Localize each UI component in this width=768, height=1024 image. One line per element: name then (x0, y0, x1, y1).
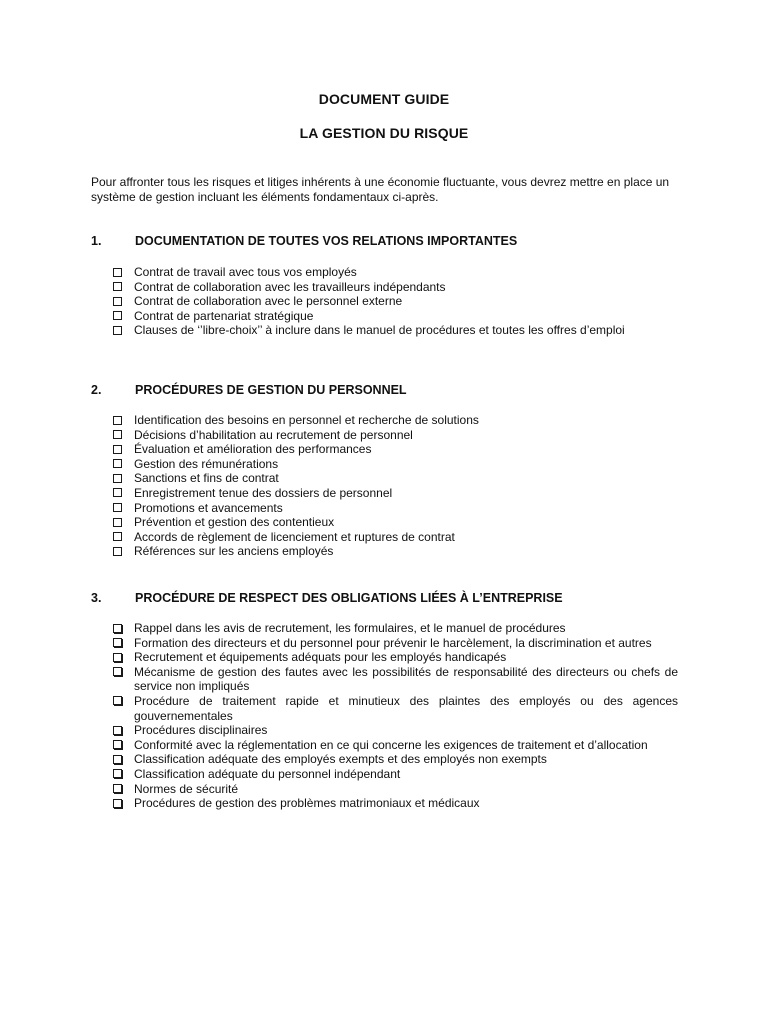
checkbox-icon (113, 297, 122, 306)
checkbox-icon (113, 268, 122, 277)
section-title-3: PROCÉDURE DE RESPECT DES OBLIGATIONS LIÉES À L’ENTREPRISE (135, 591, 563, 605)
list-item (113, 530, 678, 545)
list-item-text: Décisions d’habilitation au recrutement de personnel (134, 427, 413, 442)
list-item (113, 650, 678, 665)
list-item (113, 544, 678, 559)
section-1-list (113, 265, 678, 338)
list-item-text: Classification adéquate du personnel indépendant (134, 766, 401, 781)
checkbox-icon (113, 474, 122, 483)
checkbox-icon (113, 696, 122, 705)
list-item (113, 457, 678, 472)
checkbox-icon (113, 653, 122, 662)
section-title-1: DOCUMENTATION DE TOUTES VOS RELATIONS IMPORTANTES (135, 234, 518, 248)
checkbox-icon (113, 311, 122, 320)
list-item-text: Conformité avec la réglementation en ce qui concerne les exigences de traitement et d’allocation (134, 737, 648, 752)
checkbox-icon (113, 532, 122, 541)
section-heading-2 (91, 383, 407, 398)
list-item-text: Prévention et gestion des contentieux (134, 515, 335, 530)
checkbox-icon (113, 416, 122, 425)
list-item-text: Procédure de traitement rapide et minutieux des plaintes des employés ou des agences gouvernementales (134, 693, 678, 723)
section-3-list (113, 621, 678, 811)
list-item (113, 486, 678, 501)
document-subtitle: LA GESTION DU RISQUE (299, 125, 469, 141)
checkbox-icon (113, 624, 122, 633)
list-item (113, 501, 678, 516)
checkbox-icon (113, 430, 122, 439)
checkbox-icon (113, 326, 122, 335)
section-2-list (113, 413, 678, 559)
list-item (113, 752, 678, 767)
list-item-text: Mécanisme de gestion des fautes avec les possibilités de responsabilité des directeurs ou chefs de service non impliqués (134, 664, 678, 694)
list-item-text: Procédures disciplinaires (134, 723, 268, 738)
list-item (113, 782, 678, 797)
checkbox-icon (113, 667, 122, 676)
list-item-text: Contrat de travail avec tous vos employés (134, 265, 357, 279)
list-item-text: Accords de règlement de licenciement et ruptures de contrat (134, 529, 455, 544)
section-number-1: 1. (91, 234, 102, 248)
list-item (113, 471, 678, 486)
checkbox-icon (113, 755, 122, 764)
list-item (113, 723, 678, 738)
section-heading-1 (91, 234, 517, 249)
list-item-text: Références sur les anciens employés (134, 544, 334, 559)
list-item-text: Promotions et avancements (134, 500, 283, 515)
list-item (113, 323, 678, 338)
checkbox-icon (113, 799, 122, 808)
checkbox-icon (113, 503, 122, 512)
section-heading-3 (91, 591, 563, 606)
list-item (113, 621, 678, 636)
document-title: DOCUMENT GUIDE (318, 91, 450, 107)
checkbox-icon (113, 445, 122, 454)
checkbox-icon (113, 740, 122, 749)
list-item-text: Procédures de gestion des problèmes matrimoniaux et médicaux (134, 796, 480, 811)
list-item-text: Rappel dans les avis de recrutement, les formulaires, et le manuel de procédures (134, 621, 566, 635)
list-item (113, 442, 678, 457)
list-item (113, 636, 678, 651)
list-item (113, 796, 678, 811)
list-item-text: Normes de sécurité (134, 781, 239, 796)
checkbox-icon (113, 459, 122, 468)
list-item-text: Classification adéquate des employés exempts et des employés non exempts (134, 752, 547, 767)
list-item (113, 413, 678, 428)
list-item-text: Identification des besoins en personnel et recherche de solutions (134, 413, 479, 427)
list-item (113, 428, 678, 443)
list-item (113, 515, 678, 530)
checkbox-icon (113, 769, 122, 778)
list-item-text: Gestion des rémunérations (134, 456, 279, 471)
list-item (113, 665, 678, 694)
list-item-text: Contrat de collaboration avec le personnel externe (134, 294, 403, 309)
list-item (113, 309, 678, 324)
list-item (113, 694, 678, 723)
list-item (113, 767, 678, 782)
list-item-text: Évaluation et amélioration des performances (134, 442, 372, 457)
checkbox-icon (113, 518, 122, 527)
intro-paragraph: Pour affronter tous les risques et litiges inhérents à une économie fluctuante, vous devrez mettre en place un système de gestion incluant les éléments fondamentaux ci-après. (91, 175, 670, 204)
list-item-text: Enregistrement tenue des dossiers de personnel (134, 485, 393, 500)
list-item-text: Clauses de ‘’libre-choix’’ à inclure dans le manuel de procédures et toutes les offres d’emploi (134, 323, 625, 338)
checkbox-icon (113, 638, 122, 647)
section-title-2: PROCÉDURES DE GESTION DU PERSONNEL (135, 383, 407, 397)
section-number-2: 2. (91, 383, 102, 397)
list-item-text: Recrutement et équipements adéquats pour les employés handicapés (134, 650, 507, 665)
list-item (113, 265, 678, 280)
checkbox-icon (113, 726, 122, 735)
list-item-text: Formation des directeurs et du personnel pour prévenir le harcèlement, la discrimination et autres (134, 635, 652, 650)
checkbox-icon (113, 784, 122, 793)
section-number-3: 3. (91, 591, 102, 605)
list-item-text: Sanctions et fins de contrat (134, 471, 279, 486)
checkbox-icon (113, 547, 122, 556)
list-item-text: Contrat de collaboration avec les travailleurs indépendants (134, 279, 446, 294)
checkbox-icon (113, 282, 122, 291)
list-item (113, 294, 678, 309)
list-item (113, 738, 678, 753)
list-item (113, 280, 678, 295)
list-item-text: Contrat de partenariat stratégique (134, 308, 314, 323)
checkbox-icon (113, 488, 122, 497)
